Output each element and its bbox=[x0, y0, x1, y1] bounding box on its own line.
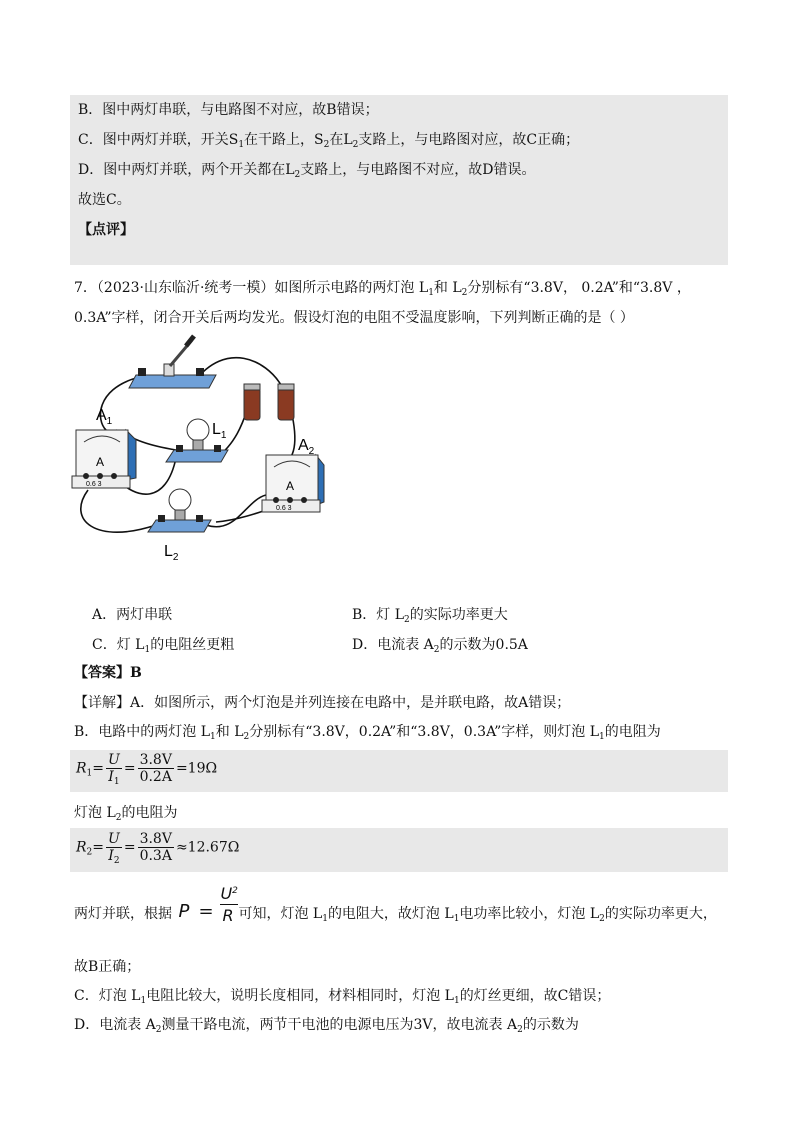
figure-label-a1: $A_1$ bbox=[96, 407, 113, 427]
option-a: A．两灯串联 bbox=[92, 607, 173, 623]
solution-choose: 故选C。 bbox=[78, 192, 131, 208]
figure-label-l2: $L_2$ bbox=[164, 543, 179, 563]
solution-comment: 【点评】 bbox=[78, 222, 134, 238]
detail-c: C．灯泡 $L_1$电阻比较大，说明长度相同，材料相同时，灯泡 $L_1$的灯丝更细，故C错误； bbox=[74, 988, 611, 1006]
detail-a: 【详解】A．如图所示，两个灯泡是并列连接在电路中，是并联电路，故A错误； bbox=[74, 695, 571, 711]
detail-parallel: 两灯并联，根据 P = $U^2$ R 可知，灯泡 $L_1$的电阻大，故灯泡 $L_1$电功率比较小，灯泡 $L_2$的实际功率更大， bbox=[74, 884, 717, 925]
figure-label-a2-meter: A bbox=[286, 479, 295, 493]
solution-line-c: C．图中两灯并联，开关$S_1$在干路上，$S_2$在$L_2$支路上，与电路图对应，故C正确； bbox=[78, 132, 580, 150]
figure-label-a1-meter: A bbox=[96, 455, 105, 469]
detail-b: B．电路中的两灯泡 $L_1$和 $L_2$分别标有“3.8V，0.2A”和“3.8V，0.3A”字样，则灯泡 $L_1$的电阻为 bbox=[74, 724, 661, 742]
battery-icon bbox=[244, 384, 294, 420]
solution-line-b: B．图中两灯串联，与电路图不对应，故B错误； bbox=[78, 102, 379, 118]
figure-label-l1: $L_1$ bbox=[212, 421, 227, 441]
detail-d: D．电流表 $A_2$测量干路电流，两节干电池的电源电压为3V，故电流表 $A_2$的示数为 bbox=[74, 1017, 579, 1035]
question-line-2: 0.3A”字样，闭合开关后两均发光。假设灯泡的电阻不受温度影响，下列判断正确的是（ ） bbox=[74, 310, 634, 326]
circuit-figure bbox=[66, 330, 336, 570]
bulb-l2-icon bbox=[148, 489, 211, 532]
solution-shade-block bbox=[70, 95, 728, 265]
answer: 【答案】B bbox=[74, 665, 142, 681]
equation-r1: $R_1=$ $\frac{U}{I_1}$ = $\frac{3.8V}{0.2A}$ =19Ω bbox=[76, 752, 218, 787]
detail-b-correct: 故B正确； bbox=[74, 959, 141, 975]
option-b: B．灯 $L_2$的实际功率更大 bbox=[352, 607, 508, 625]
detail-l2-resistance: 灯泡 $L_2$的电阻为 bbox=[74, 805, 178, 823]
figure-label-a2-scale: 0.6 3 bbox=[276, 505, 292, 512]
equation-r2: $R_2=$ $\frac{U}{I_2}$ = $\frac{3.8V}{0.3A}$ ≈12.67Ω bbox=[76, 831, 240, 866]
option-c: C．灯 $L_1$的电阻丝更粗 bbox=[92, 637, 235, 655]
switch-icon bbox=[129, 336, 216, 388]
figure-label-a2: $A_2$ bbox=[298, 437, 315, 457]
figure-label-a1-scale: 0.6 3 bbox=[86, 481, 102, 488]
option-d: D．电流表 $A_2$的示数为0.5A bbox=[352, 637, 528, 655]
solution-line-d: D．图中两灯并联，两个开关都在$L_2$支路上，与电路图不对应，故D错误。 bbox=[78, 162, 536, 180]
question-line-1: 7．（2023·山东临沂·统考一模）如图所示电路的两灯泡 $L_1$和 $L_2$分别标有“3.8V， 0.2A”和“3.8V ， bbox=[74, 280, 691, 298]
